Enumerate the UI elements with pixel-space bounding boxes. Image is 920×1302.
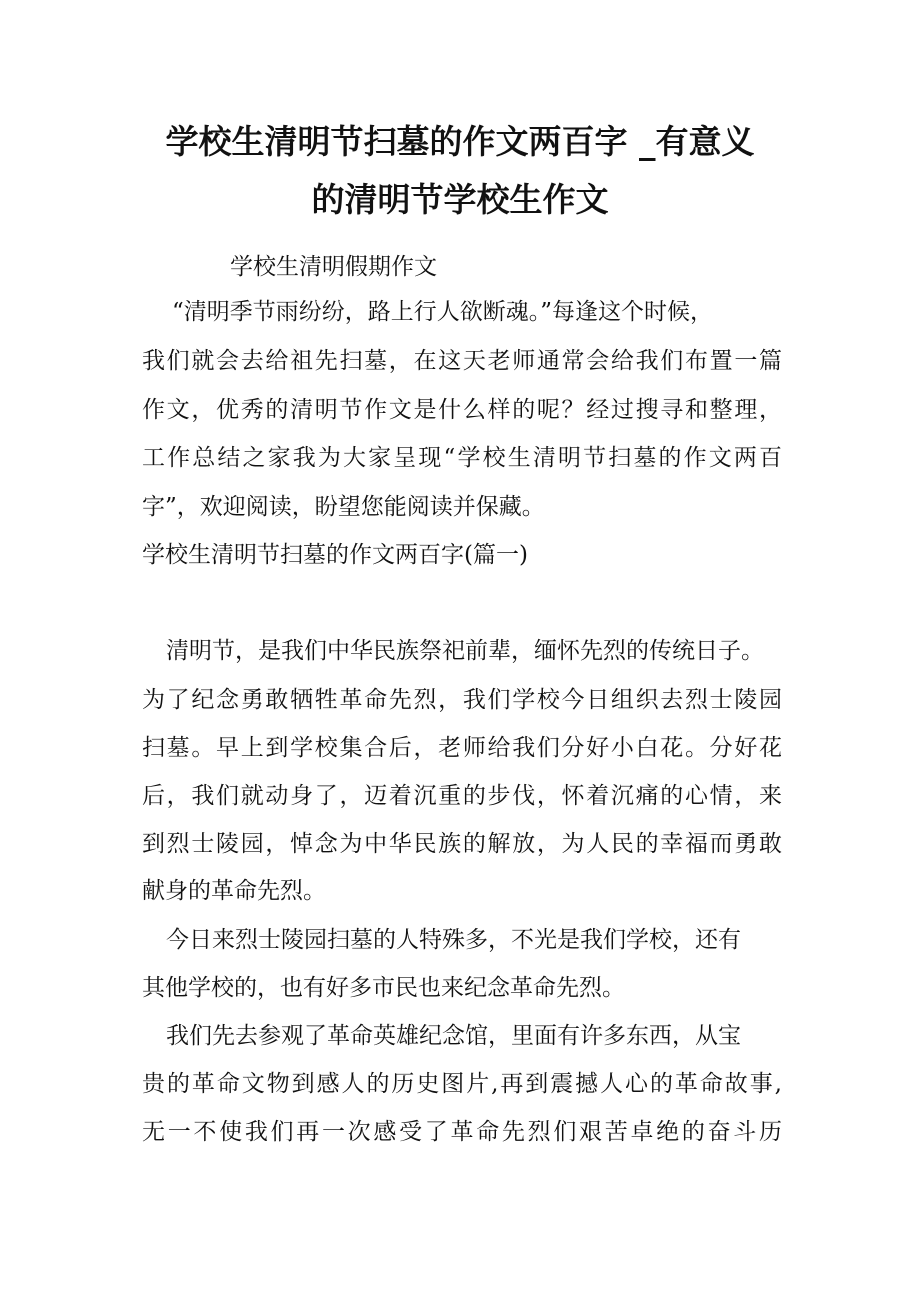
paragraph-1-line: 献身的革命先烈。 [142, 878, 326, 904]
paragraph-3-line: 贵的革命文物到感人的历史图片,再到震撼人心的革命故事, [142, 1071, 782, 1097]
intro-line: 我们就会去给祖先扫墓，在这天老师通常会给我们布置一篇 [142, 348, 782, 374]
paragraph-3-line: 无一不使我们再一次感受了革命先烈们艰苦卓绝的奋斗历 [142, 1119, 782, 1145]
intro-line: 字”，欢迎阅读，盼望您能阅读并保藏。 [142, 494, 545, 520]
paragraph-2-line: 今日来烈士陵园扫墓的人特殊多，不光是我们学校，还有 [166, 927, 741, 953]
paragraph-1-line: 清明节，是我们中华民族祭祀前辈，缅怀先烈的传统日子。 [166, 638, 764, 664]
subtitle: 学校生清明假期作文 [230, 254, 437, 280]
intro-line: 作文，优秀的清明节作文是什么样的呢？经过搜寻和整理， [142, 397, 782, 423]
paragraph-1-line: 到烈士陵园，悼念为中华民族的解放，为人民的幸福而勇敢 [142, 831, 782, 857]
document-title-line-2: 的清明节学校生作文 [311, 180, 609, 219]
paragraph-1-line: 为了纪念勇敢牺牲革命先烈，我们学校今日组织去烈士陵园 [142, 687, 782, 713]
intro-line: “清明季节雨纷纷，路上行人欲断魂。”每逢这个时候， [172, 299, 714, 325]
paragraph-2-line: 其他学校的，也有好多市民也来纪念革命先烈。 [142, 975, 625, 1001]
paragraph-3-line: 我们先去参观了革命英雄纪念馆，里面有许多东西，从宝 [166, 1023, 741, 1049]
paragraph-1-line: 扫墓。早上到学校集合后，老师给我们分好小白花。分好花 [142, 735, 782, 761]
paragraph-1-line: 后，我们就动身了，迈着沉重的步伐，怀着沉痛的心情，来 [142, 783, 782, 809]
intro-line: 工作总结之家我为大家呈现“学校生清明节扫墓的作文两百 [142, 445, 782, 471]
section-heading: 学校生清明节扫墓的作文两百字(篇一) [142, 542, 528, 568]
document-title-line-1: 学校生清明节扫墓的作文两百字 _有意义 [165, 122, 755, 161]
